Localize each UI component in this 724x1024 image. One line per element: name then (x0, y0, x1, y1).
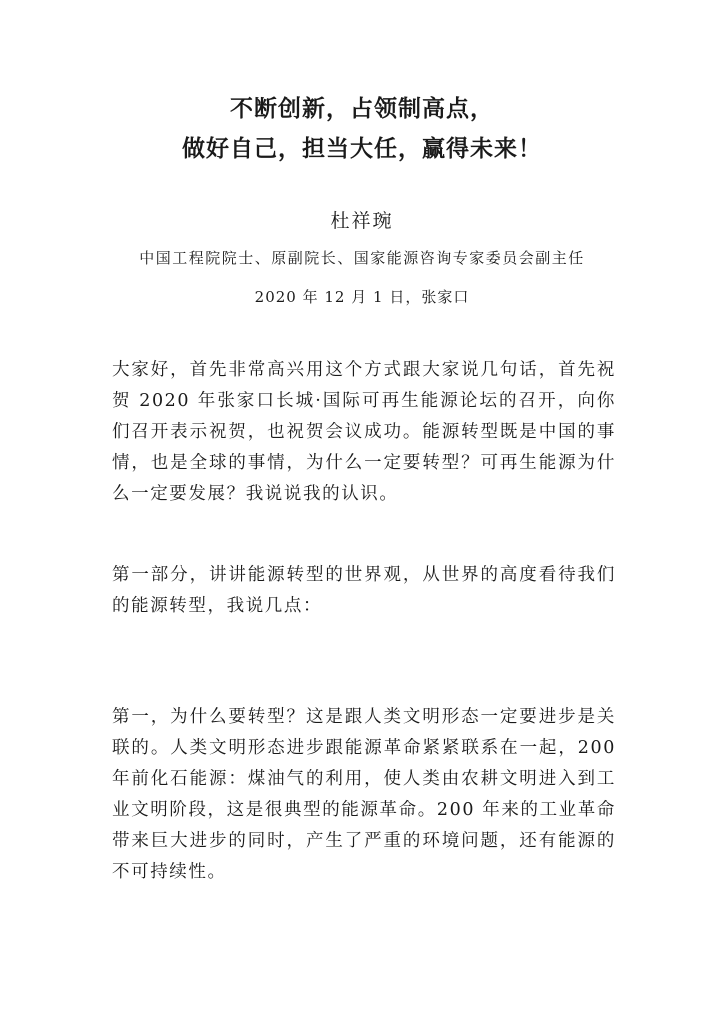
title-line-2: 做好自己，担当大任，赢得未来！ (182, 135, 542, 162)
body-paragraph-3: 第一，为什么要转型？这是跟人类文明形态一定要进步是关联的。人类文明形态进步跟能源革命紧紧联系在一起，200 年前化石能源：煤油气的利用，使人类由农耕文明进入到工业文明阶段，这是很典型的能源革命。200 年来的工业革命带来巨大进步的同时，产生了严重的环境问题，还有能源的不可持续性。 (112, 707, 616, 882)
body-paragraph-1: 大家好，首先非常高兴用这个方式跟大家说几句话，首先祝贺 2020 年张家口长城·国际可再生能源论坛的召开，向你们召开表示祝贺，也祝贺会议成功。能源转型既是中国的事情，也是全球的事情，为什么一定要转型？可再生能源为什么一定要发展？我说说我的认识。 (112, 360, 616, 504)
date-place: 2020 年 12 月 1 日，张家口 (254, 288, 470, 306)
author-name: 杜祥琬 (330, 210, 394, 232)
author-affiliation: 中国工程院院士、原副院长、国家能源咨询专家委员会副主任 (139, 249, 585, 267)
body-paragraph-2: 第一部分，讲讲能源转型的世界观，从世界的高度看待我们的能源转型，我说几点： (112, 565, 616, 616)
title-line-1: 不断创新，占领制高点， (230, 95, 494, 122)
